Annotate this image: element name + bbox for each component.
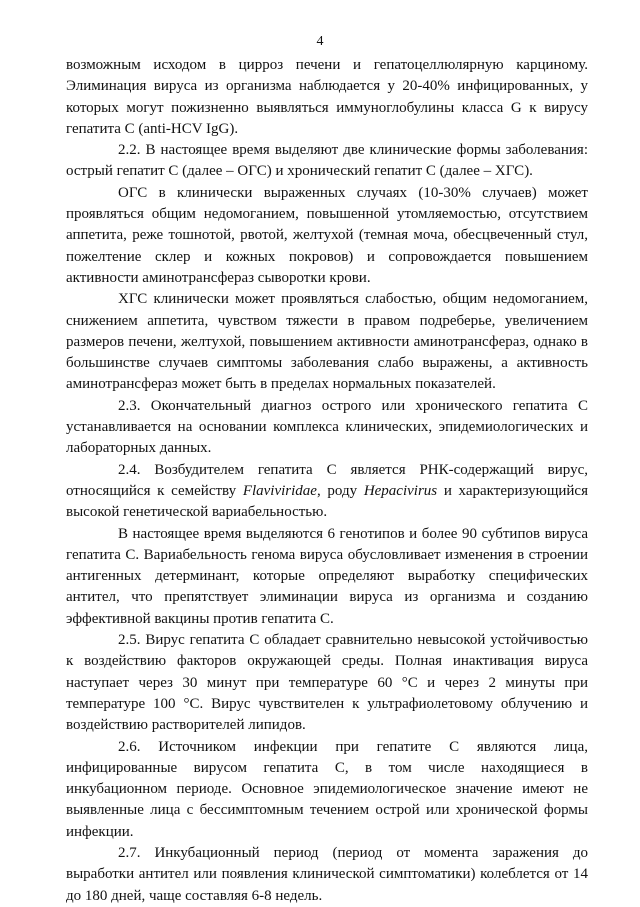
- paragraph-2-3: 2.3. Окончательный диагноз острого или хронического гепатита С устанавливается на основании комплекса клинических, эпидемиологических и лабораторных данных.: [66, 397, 588, 457]
- paragraph-2-5: 2.5. Вирус гепатита С обладает сравнительно невысокой устойчивостью к воздействию факторов окружающей среды. Полная инактивация вируса наступает через 30 минут при температуре 60 °С и через 2 минуты при температуре 100 °С. Вирус чувствителен к ультрафиолетовому облучению и воздействию растворителей липидов.: [66, 632, 588, 734]
- paragraph-2-7: 2.7. Инкубационный период (период от момента заражения до выработки антител или появления клинической симптоматики) колеблется от 14 до 180 дней, чаще составляя 6-8 недель.: [66, 844, 588, 904]
- paragraph-hgs-symptoms: ХГС клинически может проявляться слабостью, общим недомоганием, снижением аппетита, чувством тяжести в правом подреберье, увеличением размеров печени, желтухой, повышением активности аминотрансфераз, однако в большинстве случаев симптомы заболевания слабо выражены, а активность аминотрансфераз может быть в пределах нормальных показателей.: [66, 291, 588, 393]
- page-number: 4: [316, 34, 324, 49]
- paragraph-genotypes: В настоящее время выделяются 6 генотипов и более 90 субтипов вируса гепатита С. Вариабельность генома вируса обусловливает изменения в строении антигенных детерминант, которые определяют выработку специфических антител, что препятствует элиминации вируса из организма и созданию эффективной вакцины против гепатита С.: [66, 525, 588, 627]
- family-name: Flaviviridae: [242, 482, 317, 499]
- paragraph-2-4-part-c: , роду: [316, 482, 364, 499]
- paragraph-2-4-part-e: и характеризующийся высокой генетической вариабельностью.: [66, 482, 588, 521]
- paragraph-2-4-part-a: 2.4. Возбудителем гепатита С является РНК-содержащий вирус, относящийся к семейству: [66, 461, 588, 499]
- paragraph-2-2: 2.2. В настоящее время выделяют две клинические формы заболевания: острый гепатит С (далее – ОГС) и хронический гепатит С (далее – ХГС).: [66, 142, 588, 180]
- genus-name: Hepacivirus: [363, 482, 438, 499]
- paragraph-2-4: [66, 460, 588, 524]
- document-body: [66, 55, 588, 907]
- paragraph-ogs-symptoms: ОГС в клинически выраженных случаях (10-30% случаев) может проявляться общим недомоганием, повышенной утомляемостью, отсутствием аппетита, реже тошнотой, рвотой, желтухой (темная моча, обесцвеченный стул, пожелтение склер и кожных покровов) и сопровождается повышением активности аминотрансфераз сыворотки крови.: [66, 184, 588, 286]
- paragraph-continuation: возможным исходом в цирроз печени и гепатоцеллюлярную карциному. Элиминация вируса из организма наблюдается у 20-40% инфицированных, у которых могут пожизненно выявляться иммуноглобулины класса G к вирусу гепатита С (anti-HCV IgG).: [66, 57, 588, 137]
- paragraph-2-6: 2.6. Источником инфекции при гепатите С являются лица, инфицированные вирусом гепатита С, в том числе находящиеся в инкубационном периоде. Основное эпидемиологическое значение имеют не выявленные лица с бессимптомным течением острой или хронической формы инфекции.: [66, 738, 588, 840]
